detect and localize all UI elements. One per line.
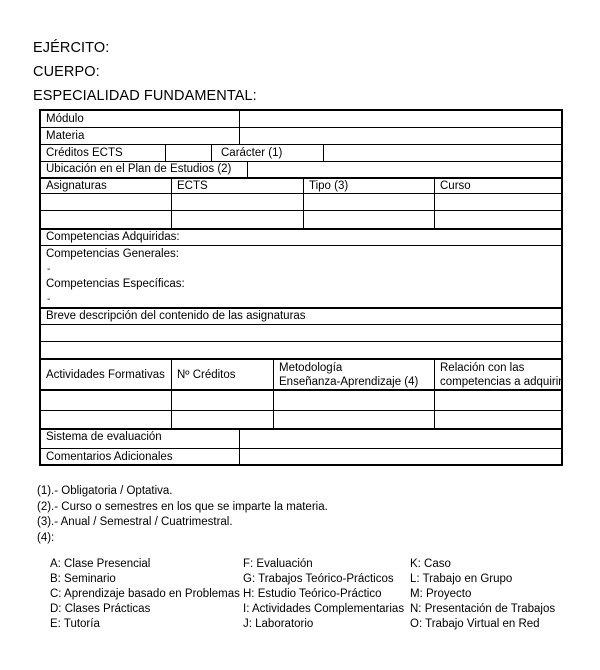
breve-descripcion-label: Breve descripción del contenido de las asignaturas — [46, 310, 306, 322]
row-divider — [41, 410, 561, 411]
col-divider — [247, 161, 248, 177]
footnotes — [37, 484, 328, 546]
footnote-3: (3).- Anual / Semestral / Cuatrimestral. — [37, 516, 233, 528]
sistema-evaluacion-label: Sistema de evaluación — [46, 431, 162, 443]
col-divider — [239, 428, 240, 466]
row-divider — [41, 161, 561, 162]
asignaturas-header: Asignaturas — [46, 180, 107, 192]
legend-item: O: Trabajo Virtual en Red — [410, 618, 540, 630]
col-divider — [239, 111, 240, 144]
row-divider — [41, 177, 561, 179]
competencias-generales-label: Competencias Generales: — [46, 248, 179, 260]
especialidad-label: ESPECIALIDAD FUNDAMENTAL: — [33, 88, 257, 104]
ects-header: ECTS — [177, 180, 208, 192]
cuerpo-label: CUERPO: — [33, 64, 100, 80]
bullet-dash: - — [47, 294, 51, 305]
row-divider — [41, 389, 561, 391]
col-divider — [434, 358, 435, 428]
bullet-dash: - — [47, 264, 51, 275]
ubicacion-label: Ubicación en el Plan de Estudios (2) — [46, 163, 232, 175]
legend-item: L: Trabajo en Grupo — [410, 573, 513, 585]
legend-item: C: Aprendizaje basado en Problemas — [50, 588, 240, 600]
legend-column-2 — [243, 557, 404, 632]
legend-item: N: Presentación de Trabajos — [410, 603, 556, 615]
legend-item: H: Estudio Teórico-Práctico — [243, 588, 382, 600]
metodologia-header-line1: Metodología — [279, 362, 343, 374]
legend-column-3 — [410, 557, 555, 632]
row-divider — [41, 307, 561, 309]
row-divider — [41, 428, 561, 430]
footnote-2: (2).- Curso o semestres en los que se imparte la materia. — [37, 500, 328, 513]
caracter-label: Carácter (1) — [221, 147, 283, 159]
materia-label: Materia — [46, 130, 85, 142]
actividades-formativas-header: Actividades Formativas — [46, 369, 165, 381]
legend-item: J: Laboratorio — [243, 618, 314, 630]
legend-item: F: Evaluación — [243, 558, 313, 570]
legend-item: A: Clase Presencial — [50, 558, 151, 570]
competencias-especificas-label: Competencias Específicas: — [46, 278, 185, 290]
legend-item: K: Caso — [410, 558, 451, 570]
legend-item: B: Seminario — [50, 573, 116, 585]
col-divider — [211, 144, 212, 161]
col-divider — [273, 358, 274, 428]
row-divider — [41, 193, 561, 194]
col-divider — [165, 144, 166, 161]
col-divider — [171, 358, 172, 428]
row-divider — [41, 341, 561, 342]
row-divider — [41, 245, 561, 246]
metodologia-header-line2: Enseñanza-Aprendizaje (4) — [279, 376, 419, 388]
curso-header: Curso — [440, 180, 471, 192]
row-divider — [41, 448, 561, 449]
row-divider — [41, 228, 561, 230]
col-divider — [434, 177, 435, 228]
competencias-adquiridas-label: Competencias Adquiridas: — [46, 231, 180, 243]
n-creditos-header: Nº Créditos — [177, 369, 236, 381]
col-divider — [323, 144, 324, 161]
tipo-header: Tipo (3) — [309, 180, 349, 192]
row-divider — [41, 210, 561, 211]
col-divider — [303, 177, 304, 228]
col-divider — [171, 177, 172, 228]
legend-item: G: Trabajos Teórico-Prácticos — [243, 573, 394, 585]
footnote-4: (4): — [37, 531, 55, 544]
row-divider — [41, 144, 561, 145]
creditos-ects-label: Créditos ECTS — [46, 147, 123, 159]
ejercito-label: EJÉRCITO: — [33, 40, 110, 56]
relacion-header-line2: competencias a adquirir — [440, 376, 563, 388]
footnote-1: (1).- Obligatoria / Optativa. — [37, 485, 173, 497]
module-form-table — [39, 109, 563, 466]
legend-item: D: Clases Prácticas — [50, 603, 151, 615]
legend-item: M: Proyecto — [410, 588, 472, 600]
legend-item: I: Actividades Complementarias — [243, 603, 405, 615]
comentarios-label: Comentarios Adicionales — [46, 451, 173, 463]
modulo-label: Módulo — [46, 113, 84, 125]
row-divider — [41, 324, 561, 325]
row-divider — [41, 358, 561, 360]
legend-column-1 — [50, 557, 240, 632]
row-divider — [41, 127, 561, 128]
legend-item: E: Tutoría — [50, 618, 100, 630]
relacion-header-line1: Relación con las — [440, 362, 525, 374]
